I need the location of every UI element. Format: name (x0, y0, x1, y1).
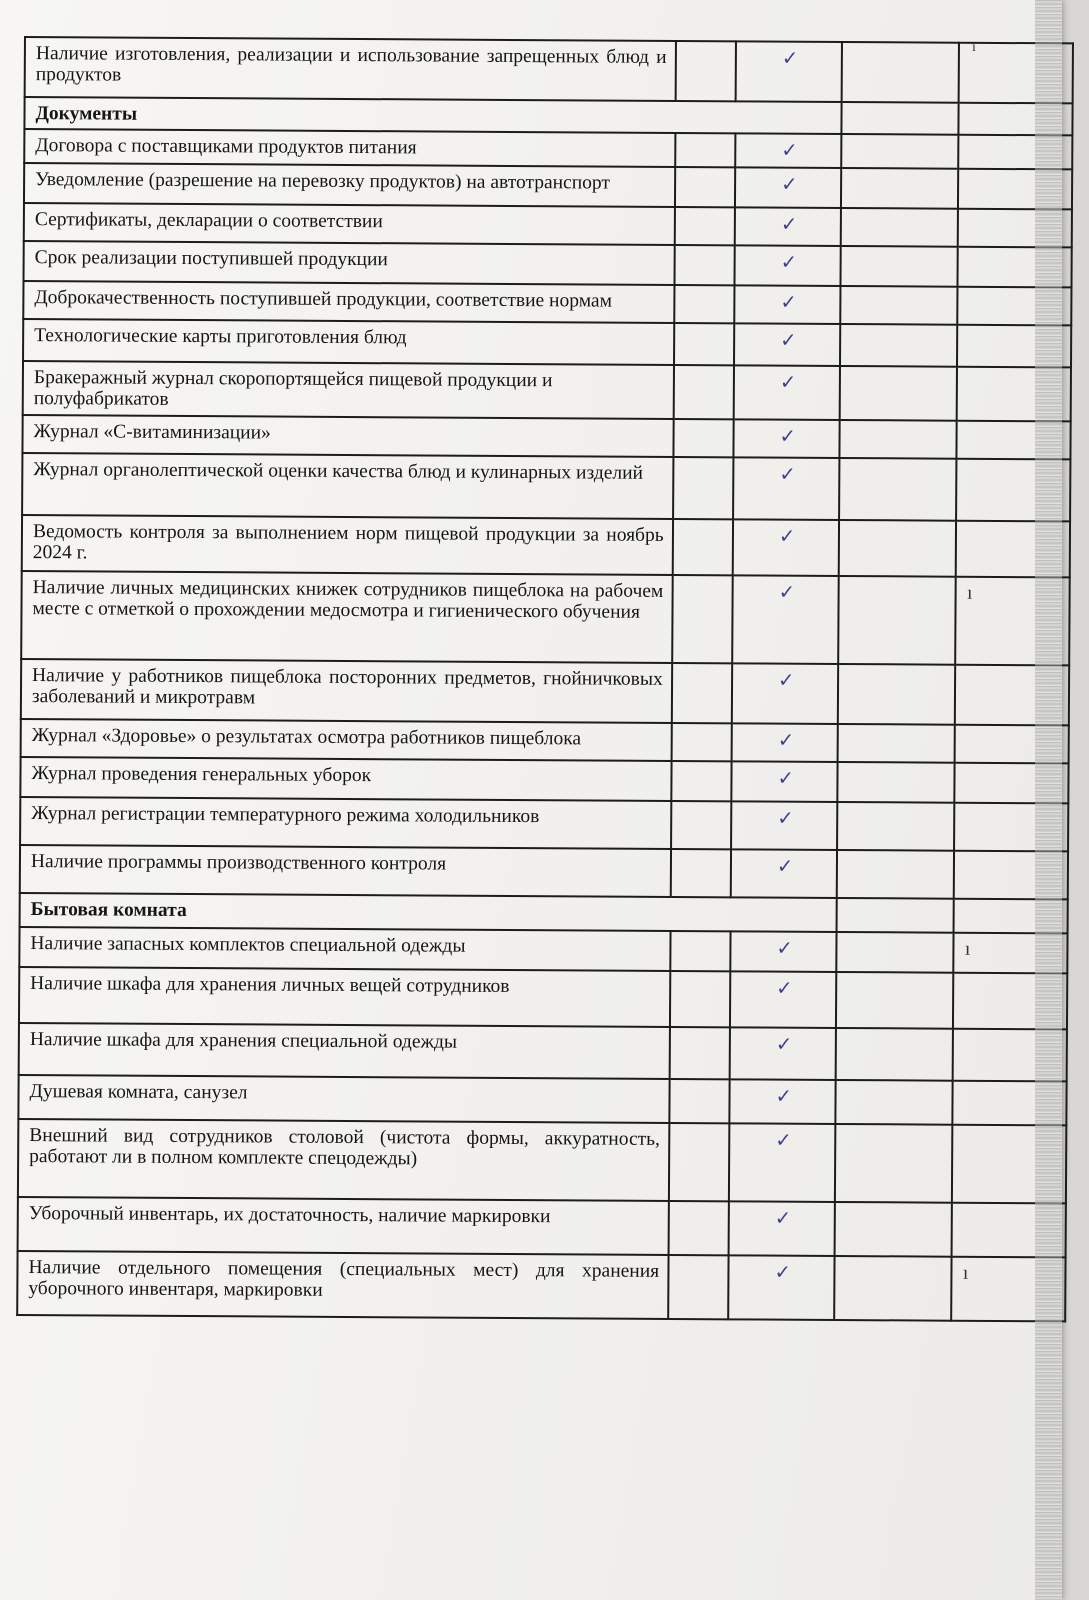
checklist-row (24, 163, 1072, 209)
note-cell: ı (954, 933, 1068, 974)
checklist-row (20, 845, 1068, 899)
item-description: Наличие изготовления, реализации и использование запрещенных блюд и продуктов (25, 37, 676, 101)
item-description: Внешний вид сотрудников столовой (чистота формы, аккуратность, работают ли в полном комплекте спецодежды) (18, 1119, 669, 1201)
checkmark-icon: ✓ (730, 971, 836, 1028)
item-description: Уборочный инвентарь, их достаточность, наличие маркировки (18, 1197, 669, 1255)
page-edge-shadow (1035, 0, 1062, 1600)
item-description: Журнал проведения генеральных уборок (20, 757, 671, 801)
section-heading: Бытовая комната (20, 893, 837, 932)
item-description: Наличие у работников пищеблока посторонних предметов, гнойничковых заболеваний и микротравм (21, 659, 672, 723)
checkmark-icon: ✓ (734, 457, 840, 520)
empty-cell (673, 419, 734, 457)
item-description: Журнал «Здоровье» о результатах осмотра работников пищеблока (21, 719, 672, 761)
item-description: Договора с поставщиками продуктов питания (24, 129, 675, 167)
checkmark-icon: ✓ (733, 575, 839, 664)
item-description: Журнал органолептической оценки качества блюд и кулинарных изделий (22, 453, 673, 519)
inspection-checklist-table (16, 36, 1074, 1322)
empty-cell (839, 458, 957, 521)
empty-cell (839, 420, 957, 459)
checkmark-icon: ✓ (734, 419, 840, 458)
empty-cell (668, 1255, 729, 1319)
note-cell: ı (956, 577, 1070, 666)
checklist-row (25, 37, 1073, 103)
checkmark-icon: ✓ (732, 663, 838, 724)
item-description: Наличие шкафа для хранения личных вещей сотрудников (19, 967, 670, 1027)
item-description: Журнал регистрации температурного режима холодильников (20, 797, 671, 849)
empty-cell (669, 1027, 730, 1079)
checklist-row (18, 1119, 1066, 1203)
empty-cell (840, 366, 958, 421)
checklist-row (24, 203, 1072, 247)
item-description: Журнал «С-витаминизации» (22, 415, 673, 457)
empty-cell (839, 520, 957, 577)
empty-cell (673, 365, 734, 419)
checklist-row (20, 797, 1068, 851)
checklist-row (23, 361, 1071, 421)
empty-cell (669, 1123, 730, 1201)
checkmark-icon: ✓ (731, 931, 837, 972)
checkmark-icon: ✓ (734, 323, 840, 366)
empty-cell (671, 761, 732, 801)
empty-cell (673, 457, 734, 519)
checkmark-icon: ✓ (730, 1027, 836, 1080)
empty-cell (672, 519, 733, 575)
empty-cell (672, 575, 733, 663)
checklist-row (22, 453, 1070, 521)
empty-cell (841, 208, 959, 247)
empty-cell (671, 801, 732, 849)
empty-cell (670, 931, 731, 971)
checkmark-icon: ✓ (729, 1255, 835, 1320)
item-description: Наличие запасных комплектов специальной одежды (19, 927, 670, 971)
checkmark-icon: ✓ (736, 41, 842, 102)
empty-cell (670, 849, 731, 897)
empty-cell (840, 286, 958, 325)
page-mark: ı (972, 40, 976, 55)
empty-cell (671, 723, 732, 761)
checkmark-icon: ✓ (729, 1201, 835, 1256)
empty-cell (672, 663, 733, 723)
checklist-row (19, 1023, 1067, 1081)
empty-cell (835, 1080, 953, 1125)
checkmark-icon: ✓ (735, 285, 841, 324)
empty-cell (674, 207, 735, 245)
checkmark-icon: ✓ (734, 365, 840, 420)
checkmark-icon: ✓ (730, 1079, 836, 1124)
checklist-row (18, 1075, 1066, 1125)
empty-cell (838, 576, 956, 665)
checklist-row (24, 241, 1072, 287)
item-description: Сертификаты, декларации о соответствии (24, 203, 675, 245)
checkmark-icon: ✓ (733, 519, 839, 576)
checklist-row (20, 757, 1068, 803)
item-description: Бракеражный журнал скоропортящейся пищевой продукции и полуфабрикатов (23, 361, 674, 419)
checklist-row (21, 719, 1069, 763)
checklist-body (17, 37, 1073, 1321)
empty-cell (838, 664, 956, 725)
item-description: Доброкачественность поступившей продукции, соответствие нормам (23, 281, 674, 323)
section-empty-cell (836, 898, 954, 933)
checkmark-icon: ✓ (735, 207, 841, 246)
item-description: Срок реализации поступившей продукции (24, 241, 675, 285)
checklist-row (22, 515, 1070, 577)
checkmark-icon: ✓ (731, 849, 837, 898)
empty-cell (675, 167, 736, 207)
checklist-row (21, 571, 1070, 665)
checklist-row (21, 659, 1069, 725)
empty-cell (674, 245, 735, 285)
empty-cell (840, 246, 958, 287)
item-description: Наличие личных медицинских книжек сотрудников пищеблока на рабочем месте с отметкой о прохождении медосмотра и гигиенического обучения (21, 571, 672, 663)
empty-cell (840, 324, 958, 367)
checklist-row (23, 281, 1071, 325)
empty-cell (674, 285, 735, 323)
checkmark-icon: ✓ (736, 133, 842, 168)
empty-cell (675, 133, 736, 167)
empty-cell (669, 1079, 730, 1123)
empty-cell (836, 1028, 954, 1081)
empty-cell (837, 802, 955, 851)
checkmark-icon: ✓ (729, 1123, 835, 1202)
empty-cell (836, 972, 954, 1029)
empty-cell (670, 971, 731, 1027)
empty-cell (674, 323, 735, 365)
empty-cell (842, 42, 960, 103)
checkmark-icon: ✓ (732, 801, 838, 850)
empty-cell (837, 762, 955, 803)
item-description: Наличие программы производственного контроля (20, 845, 671, 897)
empty-cell (837, 724, 955, 763)
item-description: Наличие шкафа для хранения специальной одежды (19, 1023, 670, 1079)
item-description: Технологические карты приготовления блюд (23, 319, 674, 365)
item-description: Наличие отдельного помещения (специальных мест) для хранения уборочного инвентаря, маркировки (17, 1251, 668, 1319)
empty-cell (675, 41, 736, 101)
section-empty-cell (841, 102, 959, 135)
checklist-row (17, 1251, 1065, 1321)
checklist-row (23, 319, 1071, 367)
empty-cell (668, 1201, 729, 1255)
checklist-row (18, 1197, 1066, 1257)
empty-cell (835, 1124, 953, 1203)
checkmark-icon: ✓ (732, 761, 838, 802)
empty-cell (841, 168, 959, 209)
empty-cell (834, 1256, 952, 1321)
checklist-row (22, 415, 1070, 459)
checklist-row (19, 967, 1067, 1029)
checkmark-icon: ✓ (735, 245, 841, 286)
empty-cell (841, 134, 959, 169)
note-cell: ı (952, 1257, 1066, 1322)
checkmark-icon: ✓ (732, 723, 838, 762)
section-heading: Документы (24, 97, 841, 134)
item-description: Душевая комната, санузел (18, 1075, 669, 1123)
checklist-row (19, 927, 1067, 973)
item-description: Уведомление (разрешение на перевозку продуктов) на автотранспорт (24, 163, 675, 207)
empty-cell (834, 1202, 952, 1257)
item-description: Ведомость контроля за выполнением норм пищевой продукции за ноябрь 2024 г. (22, 515, 673, 575)
empty-cell (836, 932, 954, 973)
checkmark-icon: ✓ (735, 167, 841, 208)
empty-cell (837, 850, 955, 899)
